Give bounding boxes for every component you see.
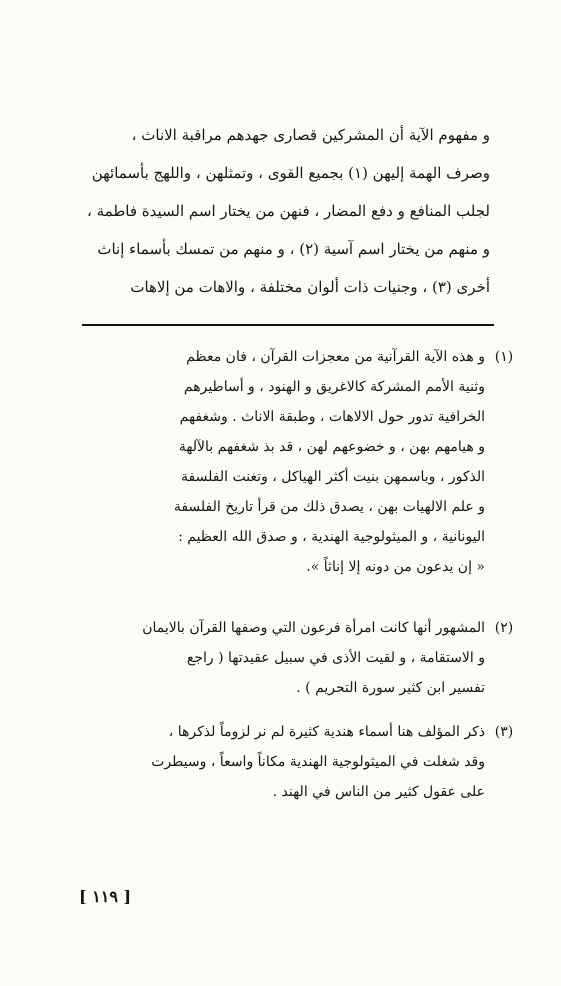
body-line-3: لجلب المنافع و دفع المضار ، فنهن من يختار اسم السيدة فاطمة ، xyxy=(87,202,490,220)
footnote-3-line-1: ذكر المؤلف هنا أسماء هندية كثيرة لم نر لزوماً لذكرها ، xyxy=(168,724,485,740)
footnote-1-text xyxy=(70,342,485,582)
footnote-1-line-3: الخرافية تدور حول الالاهات ، وطبقة الاناث . وشغفهم xyxy=(179,409,485,425)
footnote-3-line-3: على عقول كثير من الناس في الهند . xyxy=(272,784,485,800)
footnote-2 xyxy=(70,613,519,717)
footnote-1-line-2: وثنية الأمم المشركة كالاغريق و الهنود ، و أساطيرهم xyxy=(183,379,485,395)
footnote-3-number: (٣) xyxy=(494,724,514,740)
body-line-2: وصرف الهمة إليهن (١) بجميع القوى ، وتمثلهن ، واللهج بأسمائهن xyxy=(91,164,490,182)
footnote-3-line-2: وقد شغلت في الميثولوجية الهندية مكاناً واسعاً ، وسيطرت xyxy=(151,754,485,770)
footnote-2-line-3: تفسير ابن كثير سورة التحريم ) . xyxy=(296,680,485,696)
footnote-divider xyxy=(82,324,494,326)
footnote-1-line-1: و هذه الآية القرآنية من معجزات القرآن ، فان معظم xyxy=(186,349,485,365)
body-line-4: و منهم من يختار اسم آسية (٢) ، و منهم من تمسك بأسماء إناث xyxy=(97,240,490,258)
footnotes-section xyxy=(70,342,519,821)
footnote-2-number: (٢) xyxy=(494,620,514,636)
footnote-2-line-2: و الاستقامة ، و لقيت الأذى في سبيل عقيدتها ( راجع xyxy=(186,650,485,666)
body-line-1: و مفهوم الآية أن المشركين قصارى جهدهم مراقبة الاناث ، xyxy=(131,126,490,144)
footnote-1-number: (١) xyxy=(494,349,514,365)
footnote-1 xyxy=(70,342,519,613)
footnote-1-line-8: « إن يدعون من دونه إلا إناثاً ». xyxy=(306,559,485,575)
footnote-1-line-7: اليونانية ، و الميثولوجية الهندية ، و صدق الله العظيم : xyxy=(178,529,485,545)
footnote-1-line-6: و علم الالهيات بهن ، يصدق ذلك من قرأ تاريخ الفلسفة xyxy=(173,499,485,515)
footnote-1-line-4: و هيامهم بهن ، و خضوعهم لهن ، قد بذ شغفهم بالآلهة xyxy=(178,439,485,455)
footnote-1-line-5: الذكور ، وباسمهن بنيت أكثر الهياكل ، وتغنت الفلسفة xyxy=(181,469,485,485)
page-number: [ ١١٩ ] xyxy=(79,887,132,906)
main-body-text xyxy=(68,116,490,306)
footnote-2-line-1: المشهور أنها كانت امرأة فرعون التي وصفها القرآن بالايمان xyxy=(142,620,485,636)
body-line-5: أخرى (٣) ، وجنيات ذات ألوان مختلفة ، والاهات من إلاهات xyxy=(130,278,490,296)
footnote-3 xyxy=(70,717,519,821)
footnote-2-text xyxy=(70,613,485,703)
footnote-3-text xyxy=(70,717,485,807)
